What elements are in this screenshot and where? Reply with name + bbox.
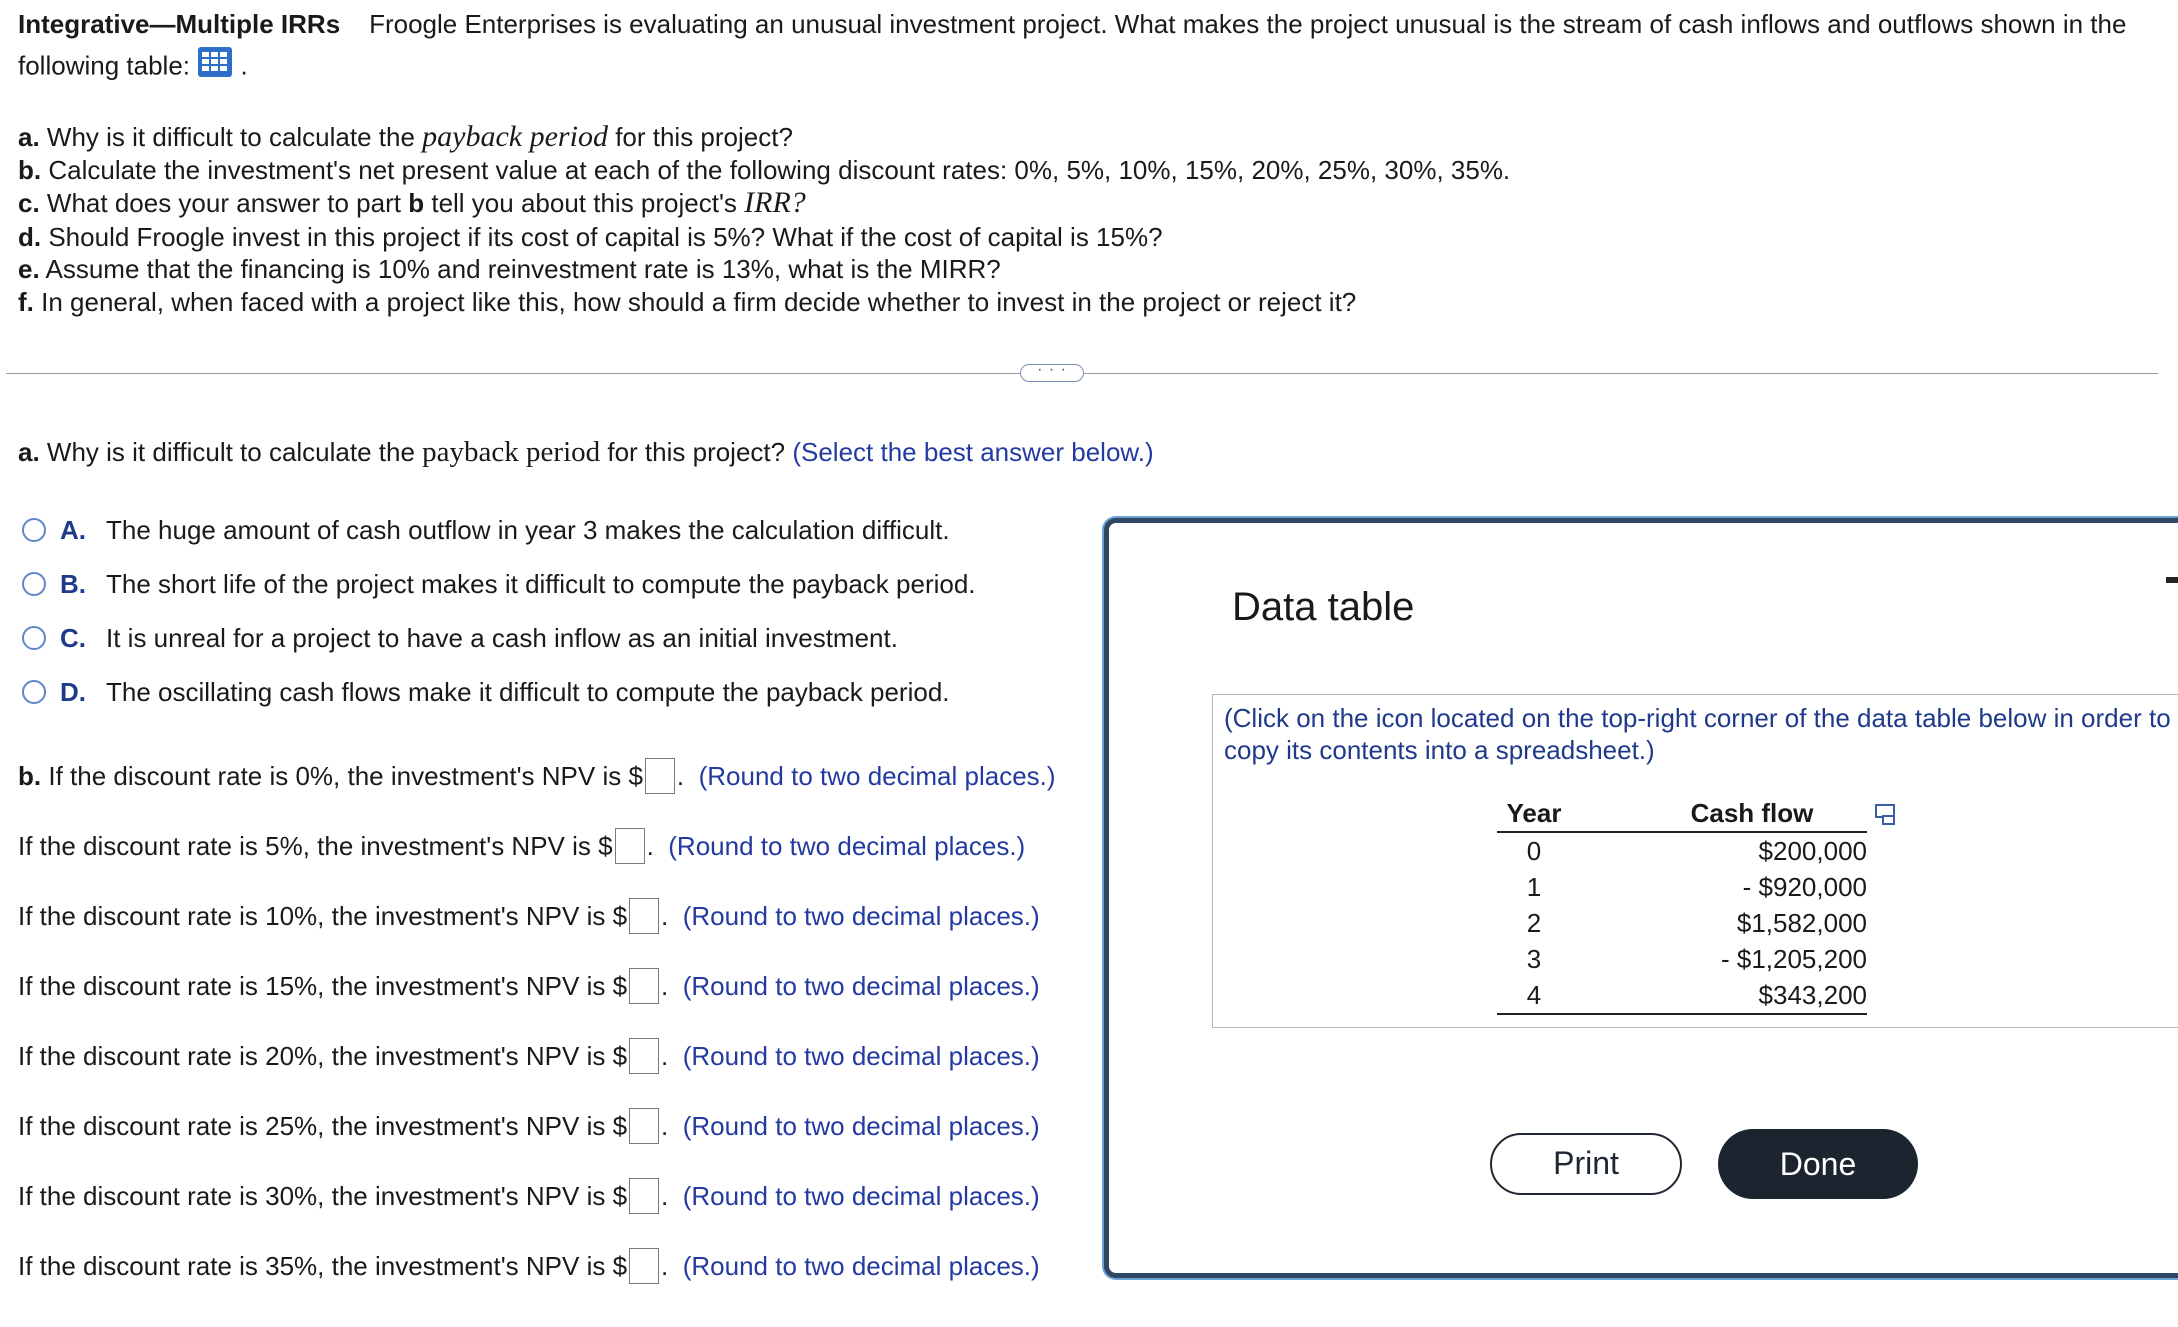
option-b-letter: B. [60,569,86,599]
question-f [18,286,1356,318]
question-c-b: b [408,188,425,218]
npv-row-5 [18,1110,1040,1146]
npv-row-2 [18,900,1040,936]
npv-row-3 [18,970,1040,1006]
part-a-label: a. [18,437,40,467]
npv-round-note-2: (Round to two decimal places.) [682,901,1040,931]
row-4-cash: $343,200 [1571,977,1867,1014]
part-a-instruction: (Select the best answer below.) [792,437,1154,467]
npv-row-5-text: If the discount rate is 25%, the investment's NPV is $ [18,1111,628,1141]
question-d [18,221,1163,253]
part-a-term: payback period [422,436,601,468]
npv-row-7-text: If the discount rate is 35%, the investment's NPV is $ [18,1251,628,1281]
row-1-cash: - $920,000 [1742,871,1867,902]
question-e [18,253,1001,285]
problem-intro: Froogle Enterprises is evaluating an unusual investment project. What makes the project unusual is the stream of cash inflows and outflows shown in the [369,9,2127,39]
npv-row-0-text: If the discount rate is 0%, the investment's NPV is $ [48,761,643,791]
modal-note [1224,702,2171,766]
more-button[interactable]: · · · [1020,364,1084,382]
npv-input-6[interactable] [629,1178,659,1214]
option-a[interactable] [60,514,950,546]
data-table-icon[interactable] [197,46,233,85]
option-b-text: The short life of the project makes it difficult to compute the payback period. [106,569,976,599]
npv-row-4-text: If the discount rate is 20%, the investment's NPV is $ [18,1041,628,1071]
question-c-mid: tell you about this project's [431,188,737,218]
npv-dot-7: . [661,1251,669,1281]
question-c-label: c. [18,188,40,218]
col-cash-header-text: Cash flow [1690,797,1814,828]
question-c-term: IRR? [744,186,806,219]
col-year-header: Year [1497,795,1571,832]
npv-row-3-text: If the discount rate is 15%, the investment's NPV is $ [18,971,628,1001]
question-f-label: f. [18,287,34,317]
problem-intro-line2 [18,48,248,87]
npv-dot-2: . [661,901,669,931]
npv-round-note-5: (Round to two decimal places.) [682,1111,1040,1141]
table-row [1497,832,1867,869]
question-d-label: d. [18,222,42,252]
option-c-radio[interactable] [22,626,46,650]
npv-round-note-4: (Round to two decimal places.) [682,1041,1040,1071]
option-d-letter: D. [60,677,86,707]
print-button[interactable]: Print [1490,1133,1682,1195]
npv-round-note-7: (Round to two decimal places.) [682,1251,1040,1281]
problem-title: Integrative—Multiple IRRs [18,9,341,39]
row-2-year: 2 [1526,907,1542,938]
question-a-post: for this project? [615,122,793,152]
modal-close-mark[interactable] [2166,577,2178,583]
question-d-text: Should Froogle invest in this project if its cost of capital is 5%? What if the cost of capital is 15%? [48,222,1163,252]
npv-row-2-text: If the discount rate is 10%, the investment's NPV is $ [18,901,628,931]
option-c-letter: C. [60,623,86,653]
table-row [1497,905,1867,941]
option-b-radio[interactable] [22,572,46,596]
option-c[interactable] [60,622,898,654]
question-b [18,154,1510,186]
npv-dot-5: . [661,1111,669,1141]
npv-round-note-0: (Round to two decimal places.) [698,761,1056,791]
npv-round-note-1: (Round to two decimal places.) [668,831,1026,861]
col-cash-header [1571,795,1867,832]
question-a [18,121,793,153]
option-a-text: The huge amount of cash outflow in year 3 makes the calculation difficult. [106,515,950,545]
question-a-label: a. [18,122,40,152]
npv-row-1 [18,830,1025,866]
option-d-radio[interactable] [22,680,46,704]
option-a-letter: A. [60,515,86,545]
npv-round-note-3: (Round to two decimal places.) [682,971,1040,1001]
npv-dot-1: . [646,831,654,861]
question-c [18,187,806,219]
npv-dot-0: . [676,761,685,791]
npv-input-3[interactable] [629,968,659,1004]
modal-note-line1: (Click on the icon located on the top-right corner of the data table below in order to [1224,703,2171,733]
problem-header [18,8,2126,40]
npv-input-4[interactable] [629,1038,659,1074]
npv-input-7[interactable] [629,1248,659,1284]
table-row [1497,869,1867,905]
question-b-text: Calculate the investment's net present value at each of the following discount rates: 0%, 5%, 10%, 15%, 20%, 25%, 30%, 35%. [48,155,1511,185]
part-a-pre: Why is it difficult to calculate the [46,437,415,467]
npv-round-note-6: (Round to two decimal places.) [682,1181,1040,1211]
option-c-text: It is unreal for a project to have a cash inflow as an initial investment. [106,623,898,653]
modal-title: Data table [1232,585,1415,629]
question-a-term: payback period [422,120,608,153]
intro-period: . [240,50,248,81]
part-b-label: b. [18,761,42,791]
npv-input-1[interactable] [615,828,645,864]
npv-row-7 [18,1250,1040,1286]
npv-input-5[interactable] [629,1108,659,1144]
table-row [1497,977,1867,1014]
option-d-text: The oscillating cash flows make it difficult to compute the payback period. [106,677,950,707]
row-2-cash: $1,582,000 [1736,907,1867,938]
npv-row-0 [18,760,1056,796]
cash-flow-table [1497,795,1867,1015]
question-e-label: e. [18,254,40,284]
option-b[interactable] [60,568,976,600]
modal-note-line2: copy its contents into a spreadsheet.) [1224,735,1655,765]
intro-line2-text: following table: [18,50,190,81]
npv-dot-6: . [661,1181,669,1211]
row-0-cash: $200,000 [1758,835,1867,866]
row-1-year: 1 [1526,871,1542,902]
npv-dot-4: . [661,1041,669,1071]
row-4-year: 4 [1497,977,1571,1014]
question-e-text: Assume that the financing is 10% and reinvestment rate is 13%, what is the MIRR? [45,254,1001,284]
row-0-year: 0 [1526,835,1542,866]
question-b-label: b. [18,155,42,185]
part-a-post: for this project? [607,437,786,467]
npv-input-2[interactable] [629,898,659,934]
option-a-radio[interactable] [22,518,46,542]
copy-to-spreadsheet-icon[interactable] [1874,802,1898,826]
question-f-text: In general, when faced with a project like this, how should a firm decide whether to invest in the project or reject it? [41,287,1357,317]
part-a-prompt [18,436,1154,468]
npv-row-1-text: If the discount rate is 5%, the investment's NPV is $ [18,831,613,861]
done-button[interactable]: Done [1718,1129,1918,1199]
npv-row-6-text: If the discount rate is 30%, the investment's NPV is $ [18,1181,628,1211]
option-d[interactable] [60,676,950,708]
npv-row-6 [18,1180,1040,1216]
npv-input-0[interactable] [645,758,675,794]
row-3-cash: - $1,205,200 [1720,943,1867,974]
question-c-pre: What does your answer to part [46,188,401,218]
npv-row-4 [18,1040,1040,1076]
npv-dot-3: . [661,971,669,1001]
table-row [1497,941,1867,977]
row-3-year: 3 [1526,943,1542,974]
question-a-pre: Why is it difficult to calculate the [46,122,415,152]
